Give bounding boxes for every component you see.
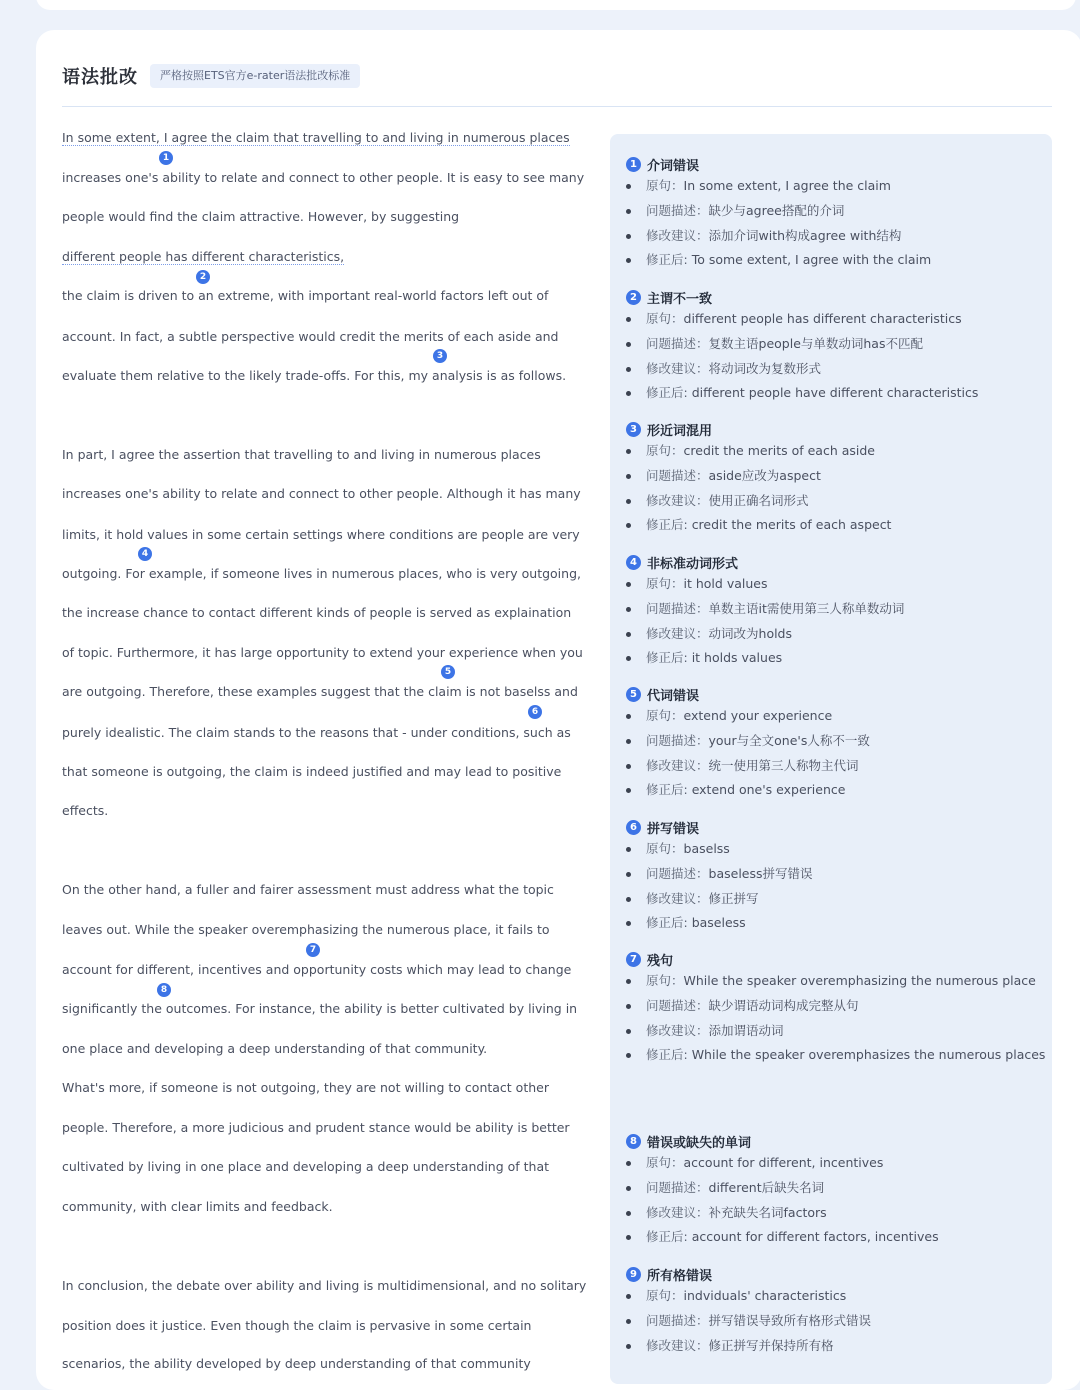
error-marker-6[interactable]: 6 (528, 705, 542, 719)
error-section-5 (626, 684, 1046, 803)
essay-line: cultivated by living in one place and developing a deep understanding of that (62, 1159, 550, 1174)
error-type-title: 主谓不一致 (647, 291, 713, 307)
section-header (62, 60, 360, 92)
essay-line: limits, it hold values in some certain settings where conditions are people are very (62, 527, 580, 542)
list-item: 修正后: baseless (626, 911, 1046, 936)
essay-line: leaves out. While the speaker overemphasizing the numerous place, it fails to (62, 922, 550, 937)
error-section-1 (626, 154, 1046, 273)
list-item: 修改建议：修正拼写并保持所有格 (626, 1334, 1046, 1359)
error-section-2 (626, 287, 1046, 406)
essay-line: the increase chance to contact different kinds of people is served as explaination (62, 605, 572, 620)
error-type-title: 拼写错误 (647, 821, 700, 837)
essay-line: that someone is outgoing, the claim is indeed justified and may lead to positive (62, 764, 562, 779)
list-item: 修改建议：修正拼写 (626, 887, 1046, 912)
list-item: 问题描述：your与全文one's人称不一致 (626, 729, 1046, 754)
error-marker-7[interactable]: 7 (306, 943, 320, 957)
essay-line (62, 128, 570, 148)
error-section-8 (626, 1131, 1046, 1250)
header-divider (62, 106, 1052, 107)
error-number-badge: 9 (626, 1267, 641, 1282)
list-item: 原句：different people has different characteristics (626, 307, 1046, 332)
essay-line: position does it justice. Even though the claim is pervasive in some certain (62, 1318, 532, 1333)
error-number-badge: 5 (626, 687, 641, 702)
list-item: 原句：extend your experience (626, 704, 1046, 729)
error-number-badge: 1 (626, 157, 641, 172)
essay-line: of topic. Furthermore, it has large opportunity to extend your experience when you (62, 645, 583, 660)
essay-line: increases one's ability to relate and connect to other people. Although it has many (62, 486, 581, 501)
list-item: 修正后: different people have different characteristics (626, 381, 1046, 406)
error-number-badge: 4 (626, 555, 641, 570)
essay-line: outgoing. For example, if someone lives in numerous places, who is very outgoing, (62, 566, 581, 581)
list-item: 修改建议：动词改为holds (626, 622, 1046, 647)
essay-line (62, 247, 344, 267)
error-type-title: 形近词混用 (647, 423, 713, 439)
list-item: 问题描述：baseless拼写错误 (626, 862, 1046, 887)
error-marker-4[interactable]: 4 (138, 547, 152, 561)
essay-line: effects. (62, 803, 109, 818)
error-section-9 (626, 1264, 1046, 1358)
error-type-title: 代词错误 (647, 688, 700, 704)
error-type-title: 错误或缺失的单词 (647, 1135, 752, 1151)
list-item: 修改建议：添加介词with构成agree with结构 (626, 224, 1046, 249)
list-item: 修正后: While the speaker overemphasizes the numerous places (626, 1043, 1046, 1068)
essay-line: On the other hand, a fuller and fairer assessment must address what the topic (62, 882, 554, 897)
error-section-4 (626, 552, 1046, 671)
list-item: 修正后: it holds values (626, 646, 1046, 671)
list-item: 修改建议：统一使用第三人称物主代词 (626, 754, 1046, 779)
essay-line: increases one's ability to relate and connect to other people. It is easy to see many (62, 170, 585, 185)
list-item: 原句：In some extent, I agree the claim (626, 174, 1046, 199)
error-number-badge: 6 (626, 820, 641, 835)
section-title: 语法批改 (62, 67, 138, 88)
error-marker-5[interactable]: 5 (441, 665, 455, 679)
essay-line: evaluate them relative to the likely trade-offs. For this, my analysis is as follows. (62, 368, 567, 383)
essay-line: people would find the claim attractive. However, by suggesting (62, 209, 460, 224)
error-section-7 (626, 949, 1046, 1068)
error-type-title: 介词错误 (647, 158, 700, 174)
essay-line: are outgoing. Therefore, these examples suggest that the claim is not baselss and (62, 684, 578, 699)
list-item: 问题描述：aside应改为aspect (626, 464, 1046, 489)
list-item: 问题描述：单数主语it需使用第三人称单数动词 (626, 597, 1046, 622)
error-number-badge: 7 (626, 952, 641, 967)
error-type-title: 非标准动词形式 (647, 556, 739, 572)
list-item: 修正后: credit the merits of each aspect (626, 513, 1046, 538)
list-item: 问题描述：复数主语people与单数动词has不匹配 (626, 332, 1046, 357)
error-number-badge: 2 (626, 290, 641, 305)
error-highlight[interactable]: different people has different characteristics, (62, 249, 345, 264)
essay-line: What's more, if someone is not outgoing, they are not willing to contact other (62, 1080, 549, 1095)
list-item: 修正后: extend one's experience (626, 778, 1046, 803)
list-item: 原句：credit the merits of each aside (626, 439, 1046, 464)
list-item: 问题描述：拼写错误导致所有格形式错误 (626, 1309, 1046, 1334)
list-item: 原句：baselss (626, 837, 1046, 862)
error-marker-8[interactable]: 8 (157, 983, 171, 997)
essay-line: account. In fact, a subtle perspective would credit the merits of each aside and (62, 329, 559, 344)
essay-line: one place and developing a deep understanding of that community. (62, 1041, 488, 1056)
essay-line: account for different, incentives and opportunity costs which may lead to change (62, 962, 572, 977)
essay-line: In conclusion, the debate over ability and living is multidimensional, and no solitary (62, 1278, 587, 1293)
error-highlight[interactable]: In some extent, I agree the claim that travelling to and living in numerous places (62, 130, 570, 145)
list-item: 修正后: To some extent, I agree with the claim (626, 248, 1046, 273)
list-item: 修改建议：添加谓语动词 (626, 1019, 1046, 1044)
error-marker-1[interactable]: 1 (159, 151, 173, 165)
list-item: 问题描述：different后缺失名词 (626, 1176, 1046, 1201)
list-item: 问题描述：缺少与agree搭配的介词 (626, 199, 1046, 224)
essay-line: In part, I agree the assertion that travelling to and living in numerous places (62, 447, 541, 462)
error-type-title: 所有格错误 (647, 1268, 713, 1284)
essay-line: purely idealistic. The claim stands to the reasons that - under conditions, such as (62, 725, 571, 740)
essay-line: scenarios, the ability developed by deep understanding of that community (62, 1356, 531, 1371)
essay-line: people. Therefore, a more judicious and prudent stance would be ability is better (62, 1120, 570, 1135)
error-type-title: 残句 (647, 953, 674, 969)
list-item: 修改建议：补充缺失名词factors (626, 1201, 1046, 1226)
list-item: 修改建议：将动词改为复数形式 (626, 357, 1046, 382)
standard-tag: 严格按照ETS官方e-rater语法批改标准 (150, 64, 360, 88)
list-item: 原句：account for different, incentives (626, 1151, 1046, 1176)
previous-card (36, 0, 1076, 10)
error-list-panel (610, 134, 1052, 1384)
error-number-badge: 8 (626, 1134, 641, 1149)
error-section-3 (626, 419, 1046, 538)
list-item: 修正后: account for different factors, incentives (626, 1225, 1046, 1250)
list-item: 原句：it hold values (626, 572, 1046, 597)
list-item: 原句：indviduals' characteristics (626, 1284, 1046, 1309)
list-item: 修改建议：使用正确名词形式 (626, 489, 1046, 514)
list-item: 原句：While the speaker overemphasizing the numerous place (626, 969, 1046, 994)
error-marker-2[interactable]: 2 (196, 270, 210, 284)
list-item: 问题描述：缺少谓语动词构成完整从句 (626, 994, 1046, 1019)
essay-line: the claim is driven to an extreme, with important real-world factors left out of (62, 288, 549, 303)
essay-line: significantly the outcomes. For instance, the ability is better cultivated by living in (62, 1001, 578, 1016)
essay-line: community, with clear limits and feedback. (62, 1199, 333, 1214)
error-marker-3[interactable]: 3 (433, 349, 447, 363)
error-number-badge: 3 (626, 422, 641, 437)
error-section-6 (626, 817, 1046, 936)
